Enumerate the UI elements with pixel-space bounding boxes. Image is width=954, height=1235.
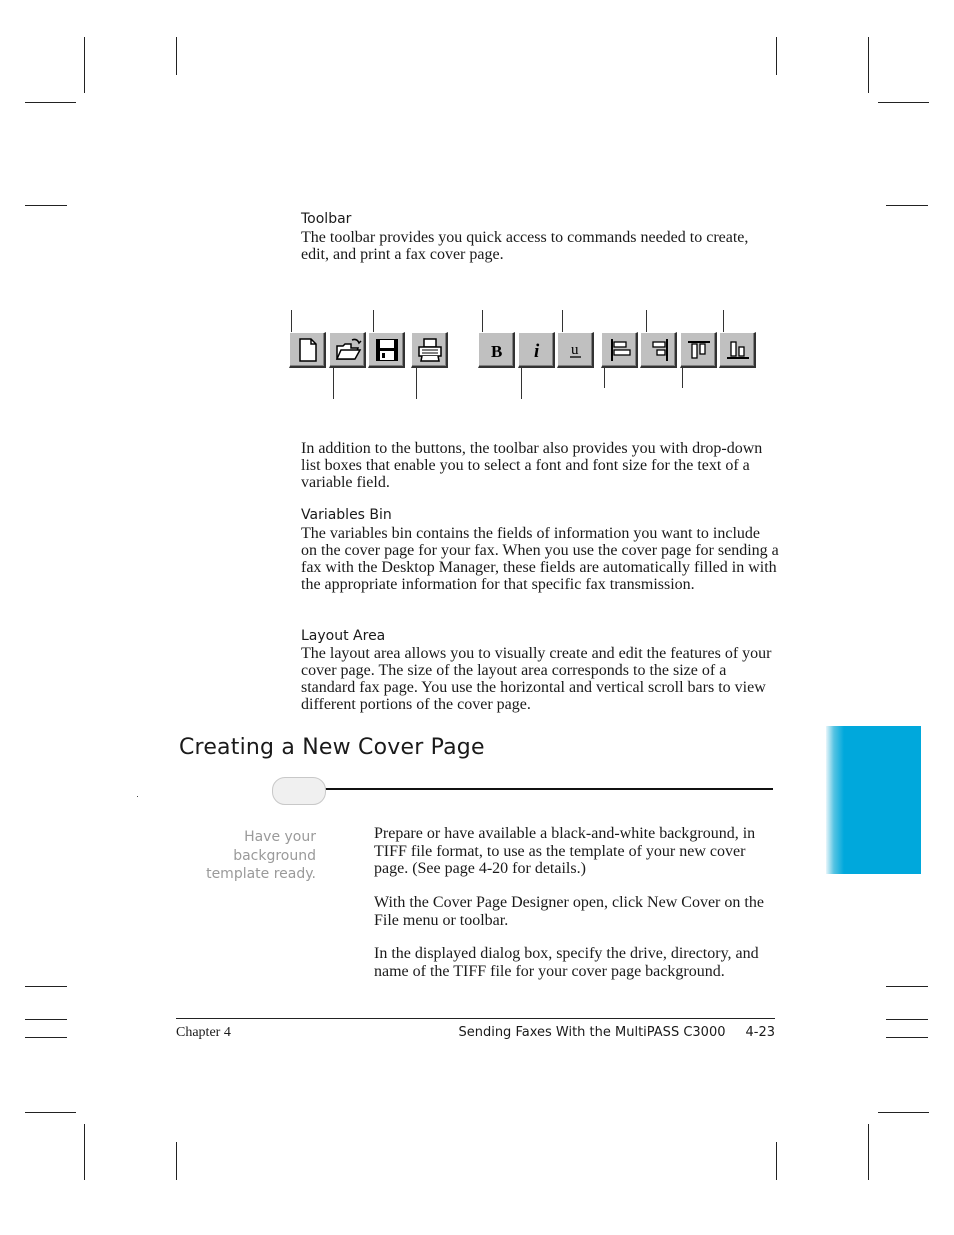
stray-dot	[137, 796, 138, 797]
crop-mark	[886, 986, 928, 987]
crop-mark	[868, 1124, 869, 1180]
callout-line	[291, 310, 292, 332]
callout-line	[646, 310, 647, 332]
callout-line	[562, 310, 563, 332]
callout-line	[723, 310, 724, 332]
svg-text:i: i	[534, 341, 540, 362]
crop-mark	[25, 1112, 76, 1113]
print-button[interactable]	[411, 332, 448, 368]
new-document-icon	[294, 336, 322, 364]
step-marker	[272, 777, 326, 805]
align-top-button[interactable]	[680, 332, 717, 368]
crop-mark	[84, 37, 85, 93]
callout-line	[521, 368, 522, 399]
footer-chapter: Chapter 4	[176, 1025, 231, 1040]
svg-text:u: u	[571, 342, 579, 358]
footer-title: Sending Faxes With the MultiPASS C3000	[458, 1025, 726, 1040]
page-number: 4-23	[745, 1025, 775, 1040]
footer-info	[458, 1025, 775, 1040]
align-top-icon	[685, 336, 713, 364]
toolbar-dropdown-text: In addition to the buttons, the toolbar also provides you with drop-down list boxes that enable you to select a font and font size for the text of a variable field.	[301, 440, 763, 491]
chapter-tab	[826, 726, 921, 874]
underline-icon	[562, 336, 590, 364]
crop-mark	[25, 1037, 67, 1038]
svg-text:B: B	[491, 342, 503, 361]
callout-line	[416, 368, 417, 399]
align-bottom-button[interactable]	[719, 332, 756, 368]
sidenote-line: template ready.	[206, 866, 316, 882]
crop-mark	[878, 102, 929, 103]
crop-mark	[25, 205, 67, 206]
layout-area-text: The layout area allows you to visually create and edit the features of your cover page. The size of the layout area corresponds to the size of a standard fax page. You use the horizontal and vertical scroll bars to view different portions of the cover page.	[301, 645, 772, 713]
callout-line	[482, 310, 483, 332]
open-folder-icon	[334, 336, 362, 364]
align-left-icon	[606, 336, 634, 364]
save-button[interactable]	[368, 332, 405, 368]
crop-mark	[776, 1142, 777, 1180]
italic-button[interactable]	[518, 332, 555, 368]
layout-area-heading: Layout Area	[301, 628, 386, 644]
bold-icon	[483, 336, 511, 364]
align-left-button[interactable]	[601, 332, 638, 368]
save-disk-icon	[373, 336, 401, 364]
callout-line	[604, 368, 605, 388]
crop-mark	[25, 1019, 67, 1020]
footer-rule	[176, 1018, 775, 1019]
italic-icon	[523, 336, 551, 364]
crop-mark	[886, 1019, 928, 1020]
toolbar-intro: The toolbar provides you quick access to commands needed to create, edit, and print a fax cover page.	[301, 229, 749, 263]
variables-bin-text: The variables bin contains the fields of information you want to include on the cover page for your fax. When you use the cover page for sending a fax with the Desktop Manager, these fields are automatically filled in with the appropriate information for that specific fax transmission.	[301, 525, 779, 593]
toolbar-heading: Toolbar	[301, 211, 352, 227]
align-bottom-icon	[724, 336, 752, 364]
align-right-button[interactable]	[640, 332, 677, 368]
align-right-icon	[645, 336, 673, 364]
callout-line	[373, 310, 374, 332]
bold-button[interactable]	[478, 332, 515, 368]
step-text: With the Cover Page Designer open, click New Cover on the File menu or toolbar.	[374, 894, 764, 929]
new-cover-button[interactable]	[289, 332, 326, 368]
crop-mark	[868, 37, 869, 93]
crop-mark	[25, 102, 76, 103]
callout-line	[333, 368, 334, 399]
sidenote-line: background	[233, 847, 316, 864]
sidenote	[180, 828, 316, 884]
crop-mark	[886, 205, 928, 206]
crop-mark	[878, 1112, 929, 1113]
callout-line	[682, 368, 683, 388]
section-rule	[324, 788, 773, 790]
step-text: Prepare or have available a black-and-white background, in TIFF file format, to use as the template of your new cover page. (See page 4-20 for details.)	[374, 825, 756, 877]
section-title: Creating a New Cover Page	[179, 735, 485, 760]
crop-mark	[84, 1124, 85, 1180]
step-text: In the displayed dialog box, specify the drive, directory, and name of the TIFF file for your cover page background.	[374, 945, 759, 980]
underline-button[interactable]	[557, 332, 594, 368]
crop-mark	[176, 1142, 177, 1180]
crop-mark	[176, 37, 177, 75]
printer-icon	[416, 336, 444, 364]
sidenote-line: Have your	[244, 829, 316, 845]
variables-bin-heading: Variables Bin	[301, 507, 392, 523]
open-button[interactable]	[329, 332, 366, 368]
crop-mark	[886, 1037, 928, 1038]
crop-mark	[25, 986, 67, 987]
crop-mark	[776, 37, 777, 75]
